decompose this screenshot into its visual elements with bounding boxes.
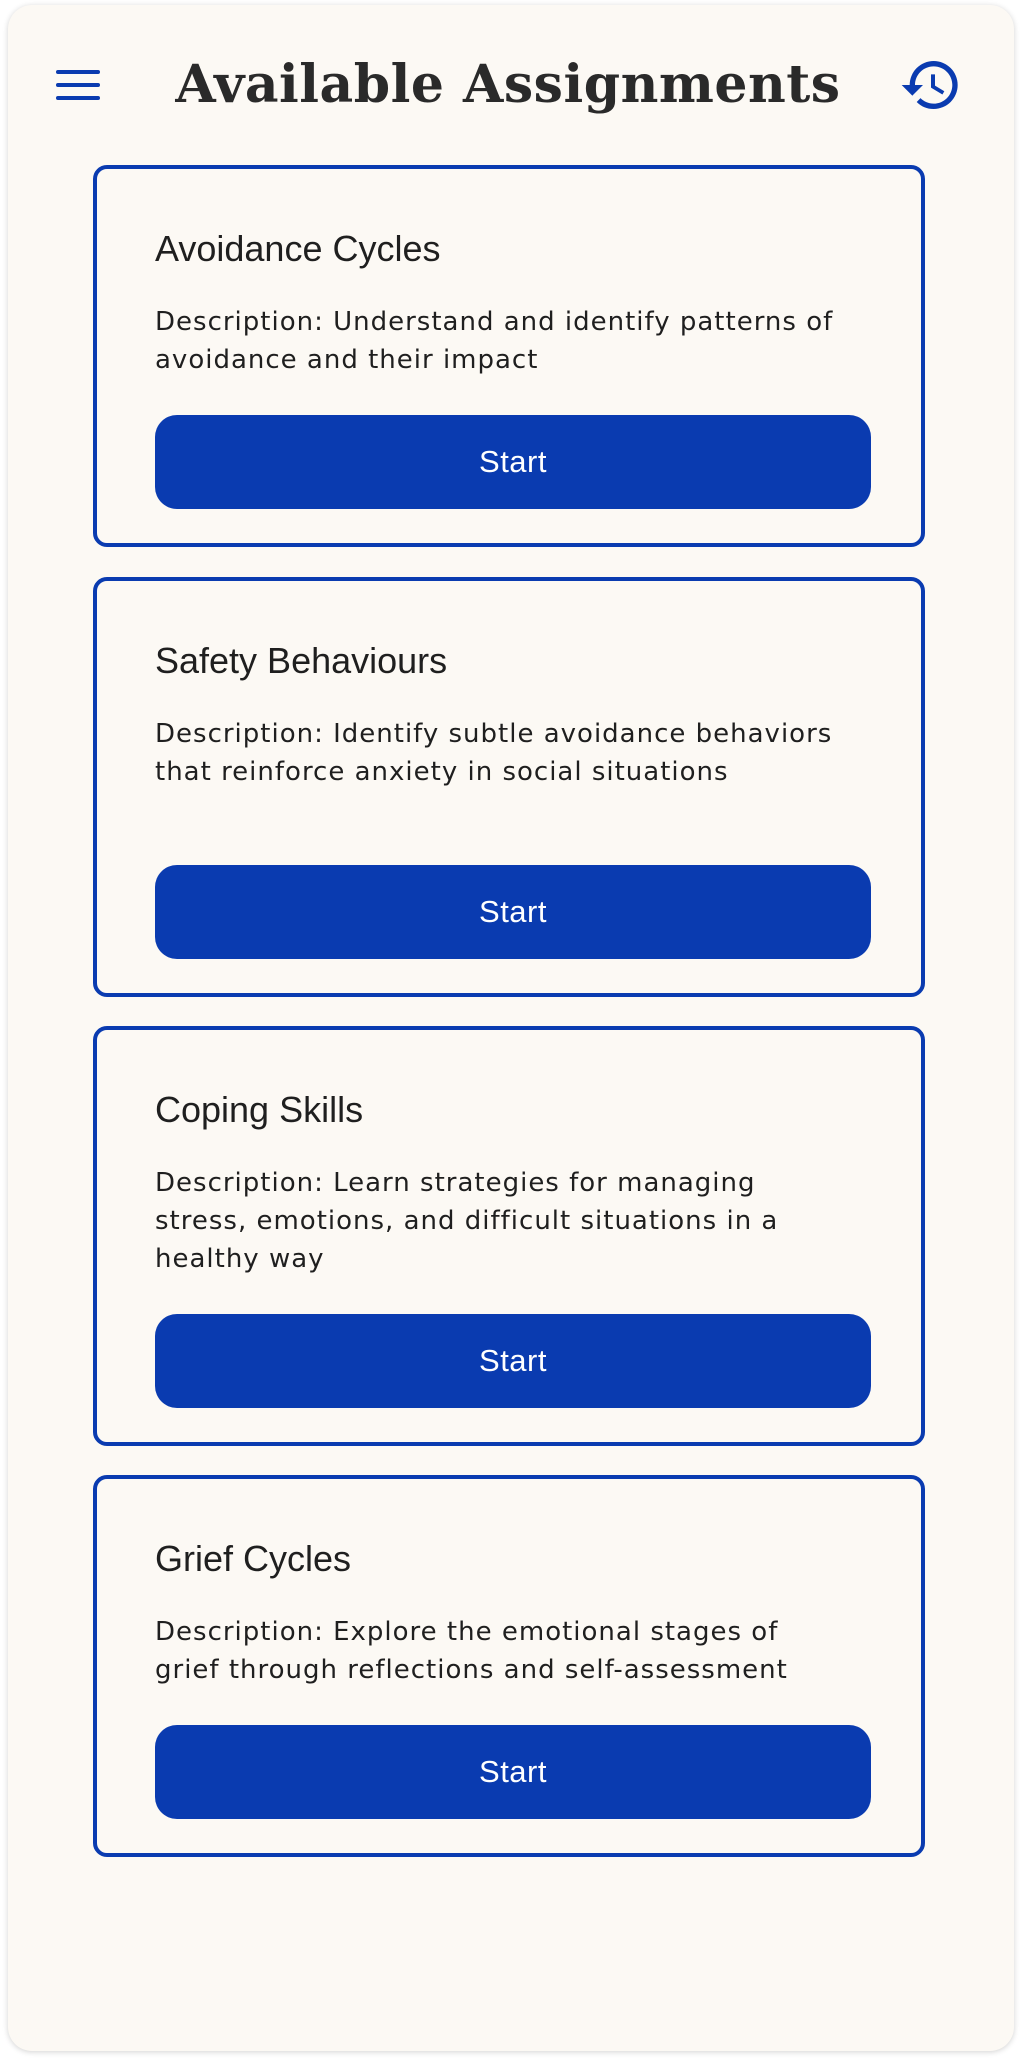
start-button[interactable]: Start (155, 415, 871, 509)
assignment-card (93, 165, 925, 547)
header (8, 5, 1014, 155)
hamburger-menu-icon (56, 69, 100, 101)
assignment-title: Coping Skills (155, 1089, 364, 1130)
history-button[interactable] (893, 47, 969, 123)
start-button[interactable]: Start (155, 1725, 871, 1819)
assignment-card (93, 577, 925, 997)
menu-button[interactable] (50, 57, 106, 113)
assignment-description: Description: Learn strategies for managing stress, emotions, and difficult situations in a healthy way (155, 1168, 779, 1274)
assignment-title: Avoidance Cycles (155, 228, 441, 269)
page-title: Available Assignments (175, 54, 841, 115)
assignment-description: Description: Explore the emotional stages of grief through reflections and self-assessment (155, 1617, 788, 1685)
assignment-description: Description: Identify subtle avoidance behaviors that reinforce anxiety in social situations (155, 719, 833, 787)
assignment-card (93, 1475, 925, 1857)
start-button[interactable]: Start (155, 1314, 871, 1408)
assignment-title: Grief Cycles (155, 1538, 352, 1579)
app-screen (8, 5, 1014, 2051)
start-button[interactable]: Start (155, 865, 871, 959)
assignment-description: Description: Understand and identify patterns of avoidance and their impact (155, 307, 834, 375)
history-icon (899, 53, 963, 117)
assignment-title: Safety Behaviours (155, 640, 448, 681)
assignment-card (93, 1026, 925, 1446)
